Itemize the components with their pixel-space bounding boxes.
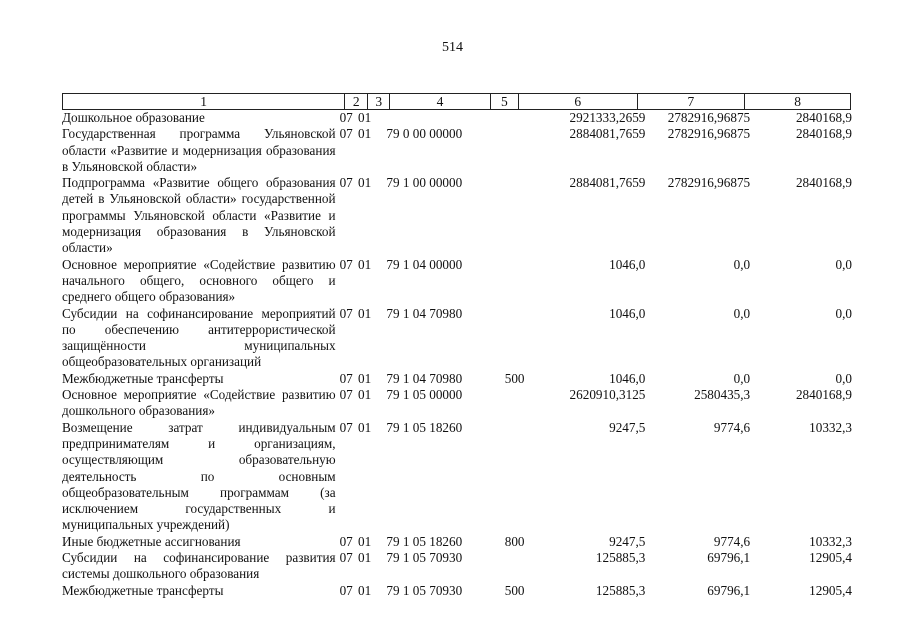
row-name: Межбюджетные трансферты xyxy=(62,370,224,386)
row-amount-1: 125885,3 xyxy=(595,582,646,598)
row-amount-2: 2782916,96875 xyxy=(667,175,751,191)
row-subsection: 01 xyxy=(358,550,372,566)
table-body xyxy=(62,110,852,599)
row-section: 07 xyxy=(339,370,353,386)
row-target-code: 79 1 04 70980 xyxy=(386,370,463,386)
row-amount-2: 0,0 xyxy=(733,256,751,272)
row-section: 07 xyxy=(339,387,353,403)
row-section: 07 xyxy=(339,533,353,549)
header-col-1: 1 xyxy=(63,94,345,109)
row-section: 07 xyxy=(339,305,353,321)
row-amount-3: 2840168,9 xyxy=(795,387,852,403)
table-row xyxy=(62,387,852,420)
row-amount-1: 2620910,3125 xyxy=(569,387,646,403)
row-amount-2: 2782916,96875 xyxy=(667,110,751,125)
row-target-code: 79 1 05 18260 xyxy=(386,533,463,549)
row-target-code: 79 1 04 00000 xyxy=(386,256,463,272)
row-target-code: 79 0 00 00000 xyxy=(386,126,463,142)
table-row xyxy=(62,126,852,175)
header-col-3: 3 xyxy=(368,94,390,109)
row-name: Иные бюджетные ассигнования xyxy=(62,533,241,549)
row-amount-3: 12905,4 xyxy=(809,582,852,598)
row-amount-1: 9247,5 xyxy=(609,419,646,435)
row-amount-2: 2782916,96875 xyxy=(667,126,751,142)
row-section: 07 xyxy=(339,175,353,191)
row-amount-2: 9774,6 xyxy=(713,419,751,435)
row-amount-1: 9247,5 xyxy=(609,533,646,549)
row-target-code: 79 1 05 00000 xyxy=(386,387,463,403)
row-target-code: 79 1 04 70980 xyxy=(386,305,463,321)
table-header xyxy=(62,93,851,110)
row-subsection: 01 xyxy=(358,419,372,435)
row-section: 07 xyxy=(339,110,353,125)
row-amount-3: 2840168,9 xyxy=(795,175,852,191)
row-subsection: 01 xyxy=(358,305,372,321)
row-amount-1: 1046,0 xyxy=(609,370,646,386)
row-name: Субсидии на софинансирование мероприятий по обеспечению антитеррористической защищённости муниципальных общеобразовательных организаций xyxy=(62,305,336,370)
row-amount-1: 2884081,7659 xyxy=(569,175,646,191)
header-col-7: 7 xyxy=(638,94,746,109)
table-row xyxy=(62,257,852,306)
header-col-5: 5 xyxy=(491,94,519,109)
page-number: 514 xyxy=(442,40,463,55)
row-amount-3: 12905,4 xyxy=(809,550,852,566)
row-subsection: 01 xyxy=(358,533,372,549)
row-target-code: 79 1 05 18260 xyxy=(386,419,463,435)
row-section: 07 xyxy=(339,419,353,435)
row-subsection: 01 xyxy=(358,175,372,191)
table-row xyxy=(62,420,852,534)
row-amount-3: 10332,3 xyxy=(809,419,852,435)
row-expense-type: 800 xyxy=(504,533,525,549)
row-subsection: 01 xyxy=(358,256,372,272)
row-amount-2: 69796,1 xyxy=(707,550,751,566)
row-subsection: 01 xyxy=(358,126,372,142)
row-amount-3: 0,0 xyxy=(835,370,852,386)
table-row xyxy=(62,110,852,126)
row-amount-2: 9774,6 xyxy=(713,533,751,549)
row-name: Возмещение затрат индивидуальным предпринимателям и организациям, осуществляющим образовательную деятельность по основным общеобразовательным программам (за исключением государственных и муниципальных учреждений) xyxy=(62,419,336,533)
row-amount-3: 10332,3 xyxy=(809,533,852,549)
table-row xyxy=(62,306,852,371)
header-col-4: 4 xyxy=(390,94,491,109)
row-name: Дошкольное образование xyxy=(62,110,205,125)
row-expense-type: 500 xyxy=(504,370,525,386)
row-amount-1: 125885,3 xyxy=(595,550,646,566)
row-target-code: 79 1 05 70930 xyxy=(386,582,463,598)
row-amount-1: 2921333,2659 xyxy=(569,110,646,125)
row-amount-2: 69796,1 xyxy=(707,582,751,598)
header-col-8: 8 xyxy=(794,94,802,109)
row-name: Основное мероприятие «Содействие развитию дошкольного образования» xyxy=(62,387,336,419)
row-expense-type: 500 xyxy=(504,582,525,598)
row-subsection: 01 xyxy=(358,582,372,598)
row-amount-2: 2580435,3 xyxy=(694,387,751,403)
row-subsection: 01 xyxy=(358,110,372,125)
row-amount-1: 2884081,7659 xyxy=(569,126,646,142)
row-amount-3: 0,0 xyxy=(835,256,852,272)
table-row xyxy=(62,175,852,256)
row-name: Межбюджетные трансферты xyxy=(62,582,224,598)
table-row xyxy=(62,534,852,550)
row-section: 07 xyxy=(339,256,353,272)
row-amount-2: 0,0 xyxy=(733,370,751,386)
row-name: Основное мероприятие «Содействие развитию начального общего, основного общего и среднего общего образования» xyxy=(62,256,336,305)
row-section: 07 xyxy=(339,126,353,142)
row-name: Подпрограмма «Развитие общего образования детей в Ульяновской области» государственной программы Ульяновской области «Развитие и модернизация образования в Ульяновской области» xyxy=(62,175,336,256)
row-amount-3: 2840168,9 xyxy=(795,126,852,142)
row-subsection: 01 xyxy=(358,370,372,386)
row-section: 07 xyxy=(339,582,353,598)
row-section: 07 xyxy=(339,550,353,566)
row-target-code: 79 1 00 00000 xyxy=(386,175,463,191)
table-row xyxy=(62,550,852,583)
header-col-2: 2 xyxy=(345,94,368,109)
row-amount-3: 2840168,9 xyxy=(795,110,852,125)
row-name: Субсидии на софинансирование развития системы дошкольного образования xyxy=(62,550,336,582)
row-target-code: 79 1 05 70930 xyxy=(386,550,463,566)
row-amount-1: 1046,0 xyxy=(609,256,646,272)
row-subsection: 01 xyxy=(358,387,372,403)
row-amount-2: 0,0 xyxy=(733,305,751,321)
table-row xyxy=(62,583,852,599)
header-col-6: 6 xyxy=(519,94,638,109)
row-amount-1: 1046,0 xyxy=(609,305,646,321)
table-row xyxy=(62,371,852,387)
row-amount-3: 0,0 xyxy=(835,305,852,321)
row-name: Государственная программа Ульяновской области «Развитие и модернизация образования в Ульяновской области» xyxy=(62,126,336,174)
